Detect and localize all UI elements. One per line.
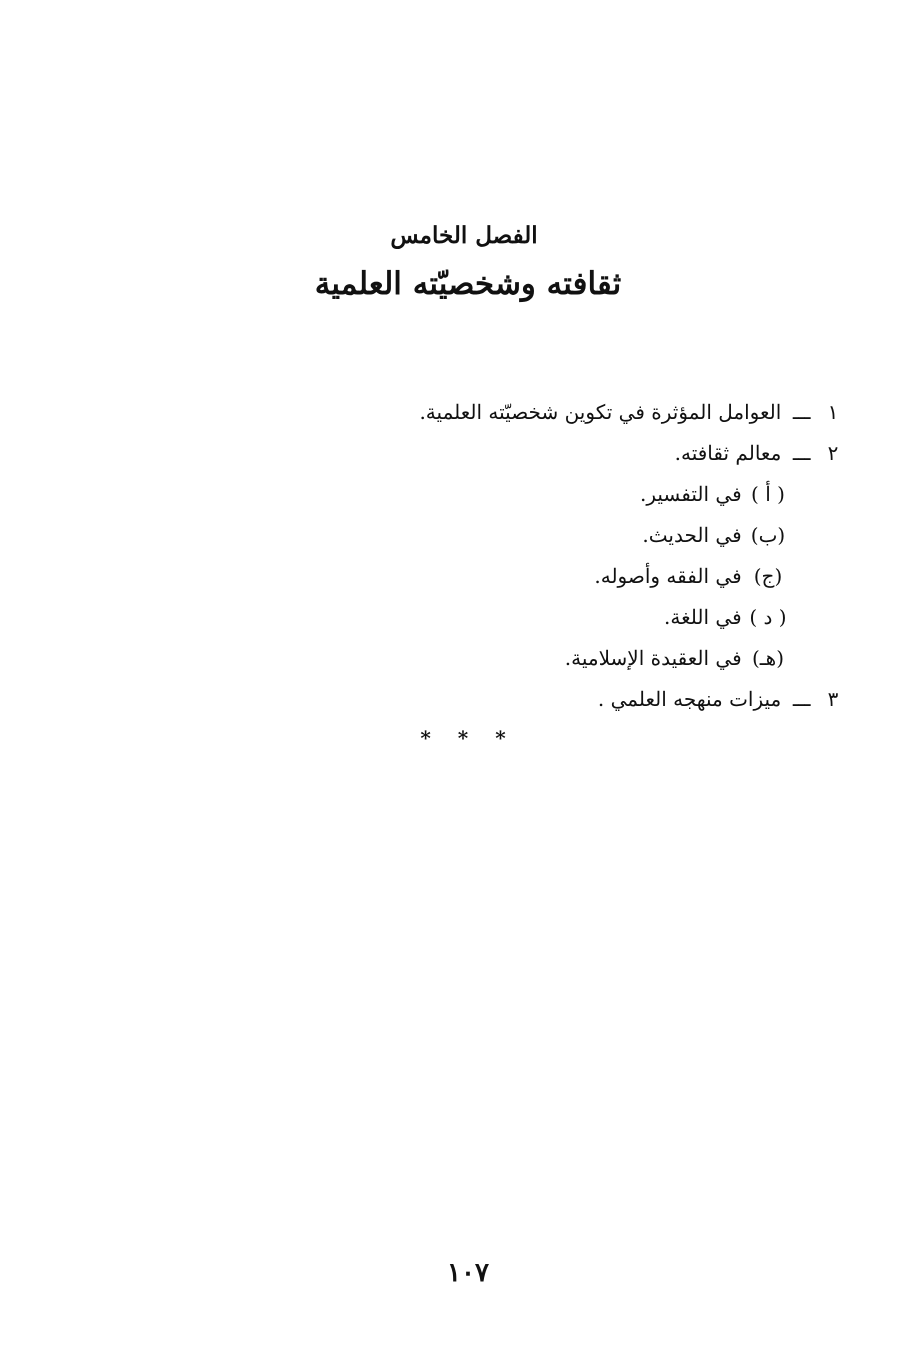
outline-item-number: ١ — [827, 400, 839, 424]
outline-item-text: العوامل المؤثرة في تكوين شخصيّته العلمية. — [419, 400, 782, 424]
outline-item-3 — [244, 679, 844, 720]
chapter-label: الفصل الخامس — [390, 222, 538, 249]
subitem-text: في العقيدة الإسلامية. — [564, 646, 742, 670]
subitem-letter: (هـ) — [751, 646, 784, 670]
subitem-letter: (ب) — [750, 523, 786, 547]
outline-subitem-a — [244, 474, 844, 515]
page-number: ١٠٧ — [447, 1258, 489, 1288]
outline-dash: ـــ — [792, 687, 811, 711]
outline-subitem-e — [244, 638, 844, 679]
outline-dash: ـــ — [792, 400, 811, 424]
outline-item-number: ٢ — [827, 441, 839, 465]
subitem-text: في الحديث. — [642, 523, 742, 547]
subitem-text: في اللغة. — [664, 605, 742, 629]
outline-subitem-b — [244, 515, 844, 556]
outline-item-2 — [244, 433, 844, 474]
subitem-text: في الفقه وأصوله. — [594, 564, 742, 588]
subitem-text: في التفسير. — [639, 482, 742, 506]
chapter-outline — [244, 392, 844, 720]
subitem-letter: ( أ ) — [751, 482, 785, 506]
outline-subitem-c — [244, 556, 844, 597]
subitem-letter: (ج) — [753, 564, 783, 588]
chapter-title: ثقافته وشخصيّته العلمية — [314, 266, 622, 302]
subitem-letter: ( د ) — [749, 605, 787, 629]
outline-item-number: ٣ — [827, 687, 839, 711]
outline-dash: ـــ — [792, 441, 811, 465]
outline-item-text: ميزات منهجه العلمي . — [597, 687, 782, 711]
outline-item-1 — [244, 392, 844, 433]
section-separator: * * * — [420, 726, 516, 750]
outline-subitem-d — [244, 597, 844, 638]
outline-item-text: معالم ثقافته. — [674, 441, 782, 465]
